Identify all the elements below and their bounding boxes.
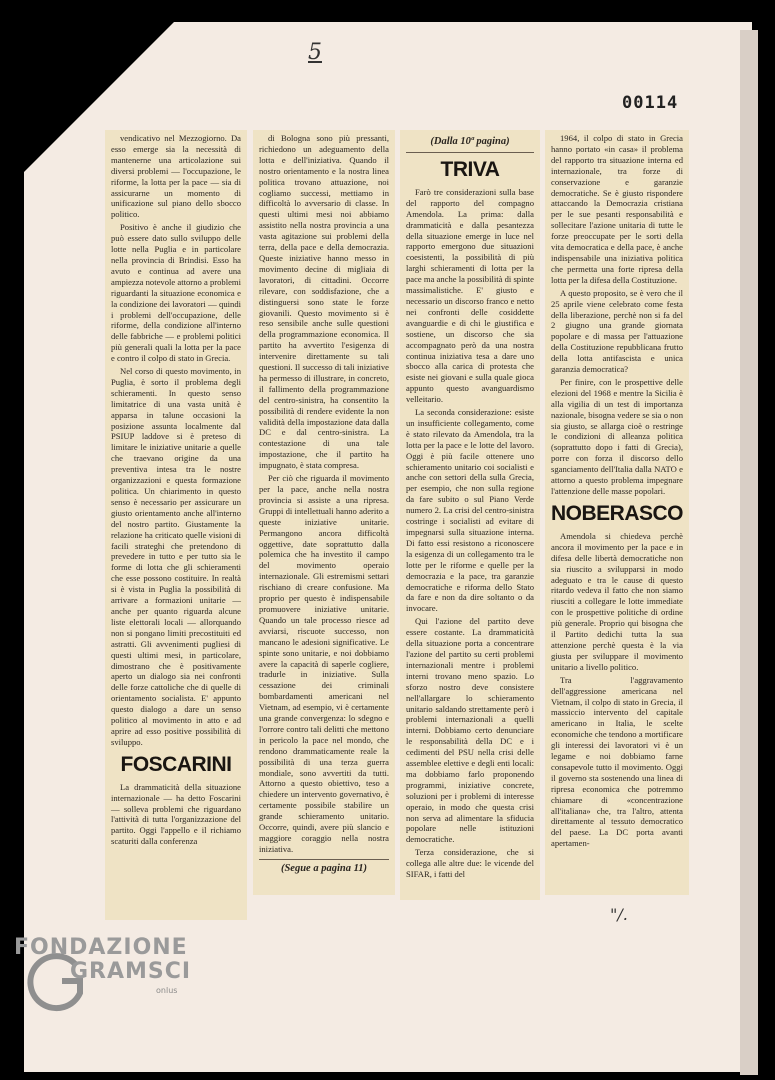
archive-stamp-number: 00114: [622, 93, 679, 113]
paragraph: A questo proposito, se è vero che il 25 aprile viene celebrato come festa della liberazione, perchè non si fa del 2 giugno una grande giornata popolare e di massa per l'attuazione della Costituzione repubblicana frutto della lotta antifascista e unica garanzia democratica?: [551, 287, 683, 375]
continued-from-note: (Dalla 10ª pagina): [430, 136, 510, 147]
paragraph: Amendola si chiedeva perchè ancora il movimento per la pace e in difesa delle libertà democratiche non sia riuscito a svilupparsi in modo adeguato e tra le cause di questo ritardo vedeva il fatto che non siamo riusciti a collegare le lotte immediate con le prospettive politiche di ordine più generale. Proprio qui bisogna che il Partito dedichi tutta la sua attenzione perchè questa è la via giusta per sviluppare il movimento unitario a livello politico.: [551, 530, 683, 672]
paragraph: Per ciò che riguarda il movimento per la pace, anche nella nostra provincia si assiste a una ripresa. Gruppi di intellettuali hanno aderito a queste iniziative unitarie. Permangono ancora difficoltà oggettive, date soprattutto dalla polemica che ha investito il campo del movimento operaio internazionale. Gli estremismi settari rischiano di creare confusione. Ma proprio per questo è indispensabile promuovere iniziative unitarie. Quando un tale processo riesce ad avviarsi, riscuote successo, non mancano le adesioni significative. Le spinte sono unitarie, e noi dobbiamo avere la capacità di saperle cogliere, tradurle in iniziative. Sulla cessazione dei criminali bombardamenti americani nel Vietnam, ad esempio, vi è certamente una grande convergenza: lo sdegno e l'orrore contro tali delitti che mettono in pericolo la pace nel mondo, che rendono drammaticamente reale la possibilità di una terza guerra mondiale, sono avvertiti da tutti. Attorno a questo obiettivo, teso a chiedere un intervento governativo, è certamente possibile stabilire un grande schieramento unitario. Occorre, quindi, avere più slancio e maggiore coraggio nella nostra iniziativa.: [259, 473, 389, 854]
speaker-heading-triva: TRIVA: [440, 157, 500, 181]
speaker-heading-foscarini: FOSCARINI: [120, 752, 232, 776]
divider: [259, 859, 389, 860]
paragraph: vendicativo nel Mezzogiorno. Da esso emerge sia la necessità di mantenerne una articolazione sui diversi problemi — l'occupazione, le riforme, la lotta per la pace — sia di assicurarne un momento di unificazione sul piano dello sbocco politico.: [111, 133, 241, 220]
watermark-logo: [6, 935, 351, 1075]
watermark-line1: FONDAZIONE: [14, 935, 188, 960]
paragraph: di Bologna sono più pressanti, richiedono un adeguamento della lotta e dell'iniziativa. Quando il nostro orientamento e la nostra linea politica trovano attuazione, noi cogliamo successi, mettiamo in difficoltà lo avversario di classe. In questi ultimi mesi noi abbiamo assistito nella nostra provincia a una vasta agitazione sui problemi della terra, della pace e della democrazia. Queste iniziative hanno messo in movimento decine di migliaia di lavoratori, di cittadini. Occorre rilevare, con soddisfazione, che a distinguersi sono state le forze giovanili. Questo movimento si è reso sensibile anche sulle questioni della programmazione economica. Il partito ha avvertito l'esigenza di intervenire direttamente su tali questioni. Il successo di tali iniziative ha permesso di illustrare, in concreto, il fallimento della programmazione del centro-sinistra, ha consentito la possibilità di rendere evidente la non validità della impostazione data dalla DC e dal centro-sinistra. La contestazione di una tale impostazione, che il partito ha impugnato, è stata compresa.: [259, 133, 389, 471]
watermark-line2: GRAMSCI: [70, 959, 192, 984]
paragraph: Terza considerazione, che si collega alle altre due: le vicende del SIFAR, i fatti del: [406, 847, 534, 880]
paragraph: 1964, il colpo di stato in Grecia hanno portato «in casa» il problema del rapporto tra situazione interna ed internazionale, tra forze di conservazione e garanzie democratiche. Se è giusto rispondere attaccando la Democrazia cristiana per le sue pesanti responsabilità e sollecitare l'azione unitaria di tutte le forze preoccupate per le sorti della vita democratica e della pace, è anche indispensabile una iniziativa politica che permetta una forte ripresa della lotta per la difesa della Costituzione.: [551, 133, 683, 285]
paragraph: La drammaticità della situazione internazionale — ha detto Foscarini — solleva problemi che riguardano l'attività di tutta l'organizzazione del partito. Oggi l'appello e il richiamo scaturiti dalla conferenza: [111, 781, 241, 847]
paragraph: La seconda considerazione: esiste un insufficiente collegamento, come è stato rilevato da Amendola, tra la lotta per la pace e le lotte del lavoro. Oggi è più facile ottenere uno schieramento unitario coi socialisti e anche con settori della sulla Grecia, per esempio, che non sulla regione da fare subito o sul Piano Verde numero 2. La crisi del centro-sinistra costringe i socialisti ad evitare di impegnarsi sulla situazione interna. Di fatto essi resistono a riconoscere la esigenza di un collegamento tra le lotte per le riforme e quelle per la democrazia e la pace, tra garanzie democratiche e riforma dello Stato da fare e non da dire soltanto o da invocare.: [406, 407, 534, 614]
watermark-sub: onlus: [156, 986, 178, 995]
paragraph: Qui l'azione del partito deve essere costante. La drammaticità della situazione porta a concentrare l'azione del partito su certi problemi internazionali mentre i problemi interni trovano meno spazio. Lo sforzo nostro deve consistere nell'allargare lo schieramento unitario saldando strettamente però i problemi internazionali a quelli interni. Dobbiamo certo denunciare le responsabilità della DC e i cedimenti del PSU nella crisi delle assemblee elettive e degli enti locali: ma dobbiamo farlo proponendo programmi, iniziative concrete, soluzioni per i problemi di interesse operaio, in modo che questa crisi non serva ad alimentare la sfiducia popolare nelle istituzioni democratiche.: [406, 616, 534, 845]
handwritten-page-number: 5: [308, 40, 322, 65]
divider: [406, 152, 534, 153]
paragraph: Positivo è anche il giudizio che può essere dato sullo sviluppo delle lotte nella Puglia e in particolare nella provincia di Brindisi. Esso ha avuto e continua ad avere una ampiezza notevole attorno a problemi riguardanti la situazione economica e la condizione dei lavoratori — quindi i problemi dell'occupazione, delle riforme, della condizione all'interno delle fabbriche — e problemi politici più generali quali la lotta per la pace e contro il colpo di stato in Grecia.: [111, 222, 241, 364]
speaker-heading-noberasco: NOBERASCO: [551, 501, 684, 525]
clipping-column-4: [545, 130, 689, 895]
sheet-stack-edge: [740, 30, 758, 1075]
clipping-column-3: [400, 130, 540, 900]
clipping-column-2: [253, 130, 395, 895]
paragraph: Per finire, con le prospettive delle elezioni del 1968 e mentre la Sicilia è alla vigilia di un test di importanza nazionale, bisogna vedere se sia o non sia giusto, se allarga cioè o restringe le condizioni di alleanza politica (soprattutto dopo i fatti di Grecia), porre con forza il discorso dello sganciamento dell'Italia dalla NATO e attorno a questo problema impegnare l'attenzione delle masse popolari.: [551, 376, 683, 496]
paragraph: Nel corso di questo movimento, in Puglia, è sorto il problema degli schieramenti. In questo senso limitatrice di una vasta unità è apparsa in talune occasioni la posizione assunta localmente dal PSIUP laddove si è preteso di limitare le iniziative unitarie a quelle che traevano origine da una preventiva intesa tra le nostre organizzazioni e questa formazione politica. Un chiarimento in questo senso è necessario per assicurare un giusto orientamento anche all'interno del nostro partito. Giustamente la relazione ha criticato quelle visioni di facili strateghi che pretendono di prevedere in tutto e per tutto sia le forme di lotta che gli schieramenti che esse possono costituire. In realtà si è vista in Puglia la possibilità di arrivare a formazioni unitarie — anche per quanto riguarda alcune liste elettorali locali — allorquando non si pongano limiti precostituiti ed astratti. Gli avvenimenti pugliesi di questi ultimi mesi, in particolare, dimostrano che è positivamente aperto un dialogo sia nei confronti delle forze cattoliche che di quelle di orientamento socialista. E' appunto questo dialogo a dare un senso politico al movimento in atto e ad aprire ad esso positive possibilità di sviluppo.: [111, 366, 241, 747]
paragraph: Tra l'aggravamento dell'aggressione americana nel Vietnam, il colpo di stato in Grecia, il massiccio intervento del capitale americano in Italia, le scelte economiche che tendono a mortificare gli interessi dei lavoratori vi è un legame e noi dobbiamo farne consapevole tutto il movimento. Oggi il governo sta sostenendo una linea di ripresa economica che potremmo chiamare di «concentrazione all'italiana» che, tra l'altro, attenta direttamente al tessuto democratico del paese. La DC porta avanti apertamen-: [551, 674, 683, 849]
clipping-column-1: [105, 130, 247, 920]
handwritten-end-mark: "/.: [610, 905, 628, 924]
paragraph: Farò tre considerazioni sulla base del rapporto del compagno Amendola. La prima: dalla drammaticità e dalla pesantezza della situazione emerge in luce nel rapporto emergono due situazioni coesistenti, la possibilità di più larghi schieramenti di lotta per la pace ma anche la possibilità di spinte massimalistiche. E' giusto e necessario un discorso franco e netto nei confronti delle cosiddette avanguardie e di chi le giustifica e sostiene, un discorso che sia accompagnato però da una nostra continua iniziativa tesa a dare uno sbocco alla carica di protesta che esiste nei giovani e sulla quale gioca appunto questo avanguardismo velleitario.: [406, 186, 534, 405]
continued-note: (Segue a pagina 11): [280, 862, 368, 874]
